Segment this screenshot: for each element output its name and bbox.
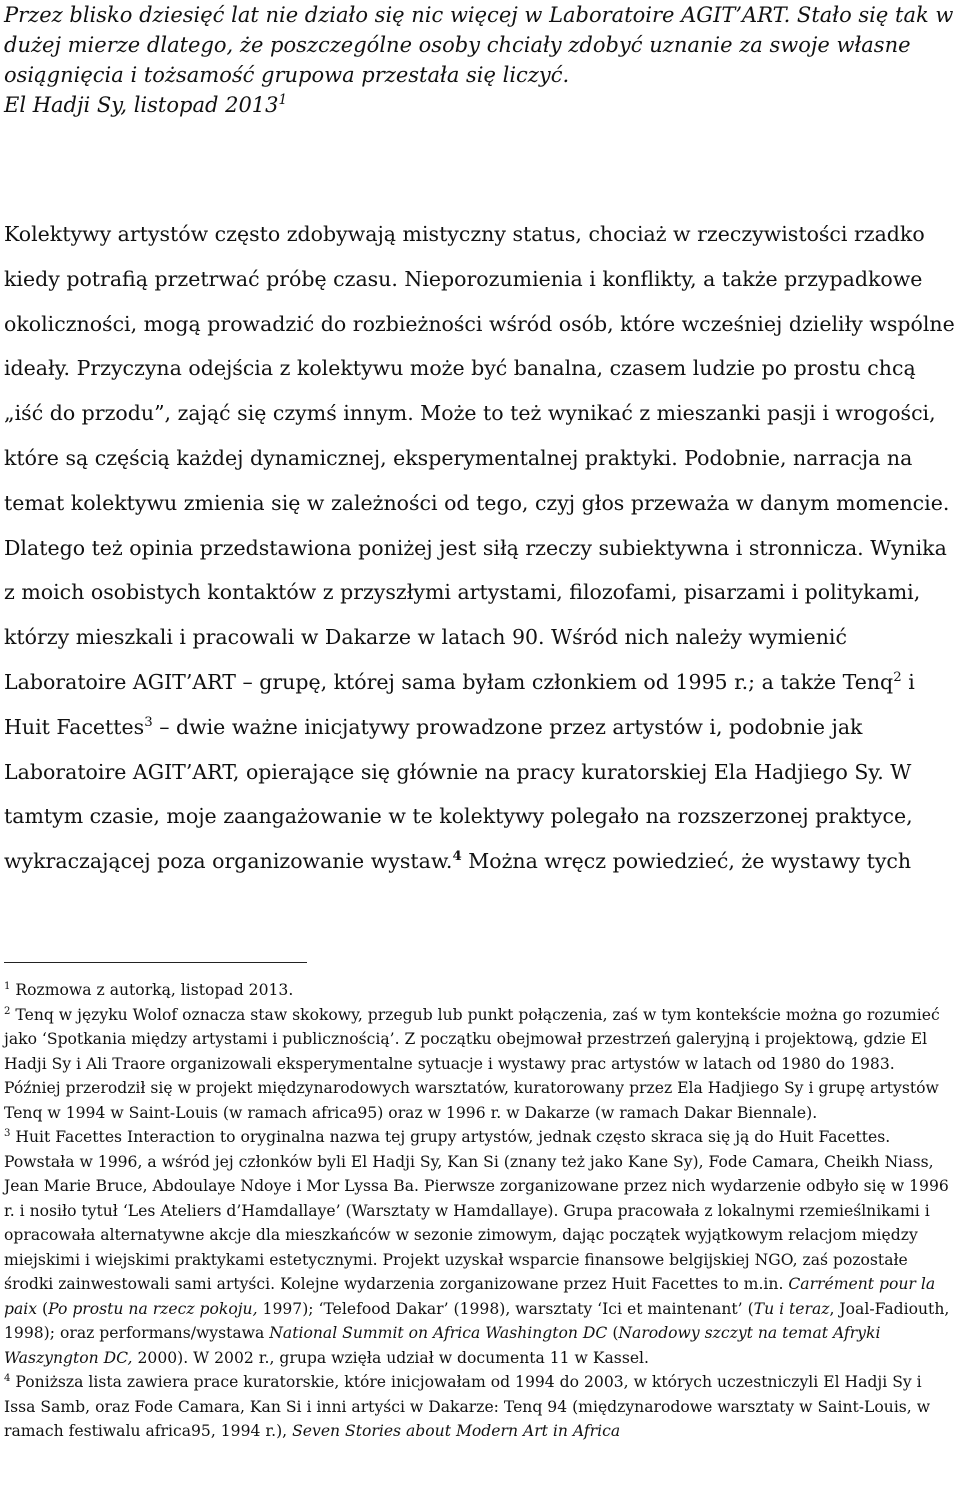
- epigraph: [4, 0, 956, 120]
- footnote-ref-1[interactable]: 1: [278, 92, 288, 108]
- footnotes: [4, 978, 956, 1444]
- footnote-ref-4[interactable]: 4: [452, 848, 462, 865]
- footnote-2: $^2$ Tenq w języku Wolof oznacza staw skokowy, przegub lub punkt połączenia, zaś w tym kontekście można go rozumieć jako ‘Spotkania między artystami i publicznością’. Z początku obejmował przestrzeń galeryjną i projektową, gdzie El Hadji Sy i Ali Traore organizowali eksperymentalne sytuacje i wystawy prac artystów w latach od 1980 do 1983. Później przerodził się w projekt międzynarodowych warsztatów, kuratorowany przez Ela Hadjiego Sy i grupę artystów Tenq w 1994 w Saint-Louis (w ramach africa95) oraz w 1996 r. w Dakarze (w ramach Dakar Biennale).: [4, 1005, 940, 1122]
- footnote-3: $^3$ Huit Facettes Interaction to oryginalna nazwa tej grupy artystów, jednak często skraca się ją do Huit Facettes. Powstała w 1996, a wśród jej członków byli El Hadji Sy, Kan Si (znany też jako Kane Sy), Fode Camara, Cheikh Niass, Jean Marie Bruce, Abdoulaye Ndoye i Mor Lyssa Ba. Pierwsze zorganizowane przez nich wydarzenie odbyło się w 1996 r. i nosiło tytuł ‘Les Ateliers d’Hamdallaye’ (Warsztaty w Hamdallaye). Grupa pracowała z lokalnymi rzemieślnikami i opracowała alternatywne akcje dla mieszkańców w sezonie zimowym, dając początek wyjątkowym relacjom między miejskimi i wiejskimi praktykami estetycznymi. Projekt uzyskał wsparcie finansowe belgijskiej NGO, zaś pozostałe środki zainwestowali sami artyści. Kolejne wydarzenia zorganizowane przez Huit Facettes to m.in. Carrément pour la paix (Po prostu na rzecz pokoju, 1997); ‘Telefood Dakar’ (1998), warsztaty ‘Ici et maintenant’ (Tu i teraz, Joal-Fadiouth, 1998); oraz performans/wystawa National Summit on Africa Washington DC (Narodowy szczyt na temat Afryki Waszyngton DC, 2000). W 2002 r., grupa wzięła udział w documenta 11 w Kassel.: [4, 1127, 950, 1367]
- footnote-4: $^4$ Poniższa lista zawiera prace kuratorskie, które inicjowałam od 1994 do 2003, w których uczestniczyli El Hadji Sy i Issa Samb, oraz Fode Camara, Kan Si i inni artyści w Dakarze: Tenq 94 (międzynarodowe warsztaty w Saint-Louis, w ramach festiwalu africa95, 1994 r.), Seven Stories about Modern Art in Africa: [4, 1372, 931, 1440]
- epigraph-quote: Przez blisko dziesięć lat nie działo się nic więcej w Laboratoire AGIT’ART. Stało się tak w dużej mierze dlatego, że poszczególne osoby chciały zdobyć uznanie za swoje własne osiągnięcia i tożsamość grupowa przestała się liczyć.: [4, 3, 954, 87]
- footnote-ref-3[interactable]: 3: [144, 714, 153, 730]
- footnote-1: $^1$ Rozmowa z autorką, listopad 2013.: [4, 980, 294, 999]
- epigraph-attribution: El Hadji Sy, listopad 2013$^1$: [4, 92, 288, 117]
- main-paragraph: Kolektywy artystów często zdobywają mistyczny status, chociaż w rzeczywistości rzadko kiedy potrafią przetrwać próbę czasu. Nieporozumienia i konflikty, a także przypadkowe okoliczności, mogą prowadzić do rozbieżności wśród osób, które wcześniej dzieliły wspólne ideały. Przyczyna odejścia z kolektywu może być banalna, czasem ludzie po prostu chcą „iść do przodu”, zająć się czymś innym. Może to też wynikać z mieszanki pasji i wrogości, które są częścią każdej dynamicznej, eksperymentalnej praktyki. Podobnie, narracja na temat kolektywu zmienia się w zależności od tego, czyj głos przeważa w danym momencie. Dlatego też opinia przedstawiona poniżej jest siłą rzeczy subiektywna i stronnicza. Wynika z moich osobistych kontaktów z przyszłymi artystami, filozofami, pisarzami i politykami, którzy mieszkali i pracowali w Dakarze w latach 90. Wśród nich należy wymienić Laboratoire AGIT’ART – grupę, której sama byłam członkiem od 1995 r.; a także Tenq$^2$ i Huit Facettes$^3$ – dwie ważne inicjatywy prowadzone przez artystów i, podobnie jak Laboratoire AGIT’ART, opierające się głównie na pracy kuratorskiej Ela Hadjiego Sy. W tamtym czasie, moje zaangażowanie w te kolektywy polegało na rozszerzonej praktyce, wykraczającej poza organizowanie wystaw.$^4$ Można wręcz powiedzieć, że wystawy tych: [4, 222, 955, 874]
- footnote-ref-2[interactable]: 2: [893, 670, 902, 686]
- footnote-separator: [4, 962, 307, 963]
